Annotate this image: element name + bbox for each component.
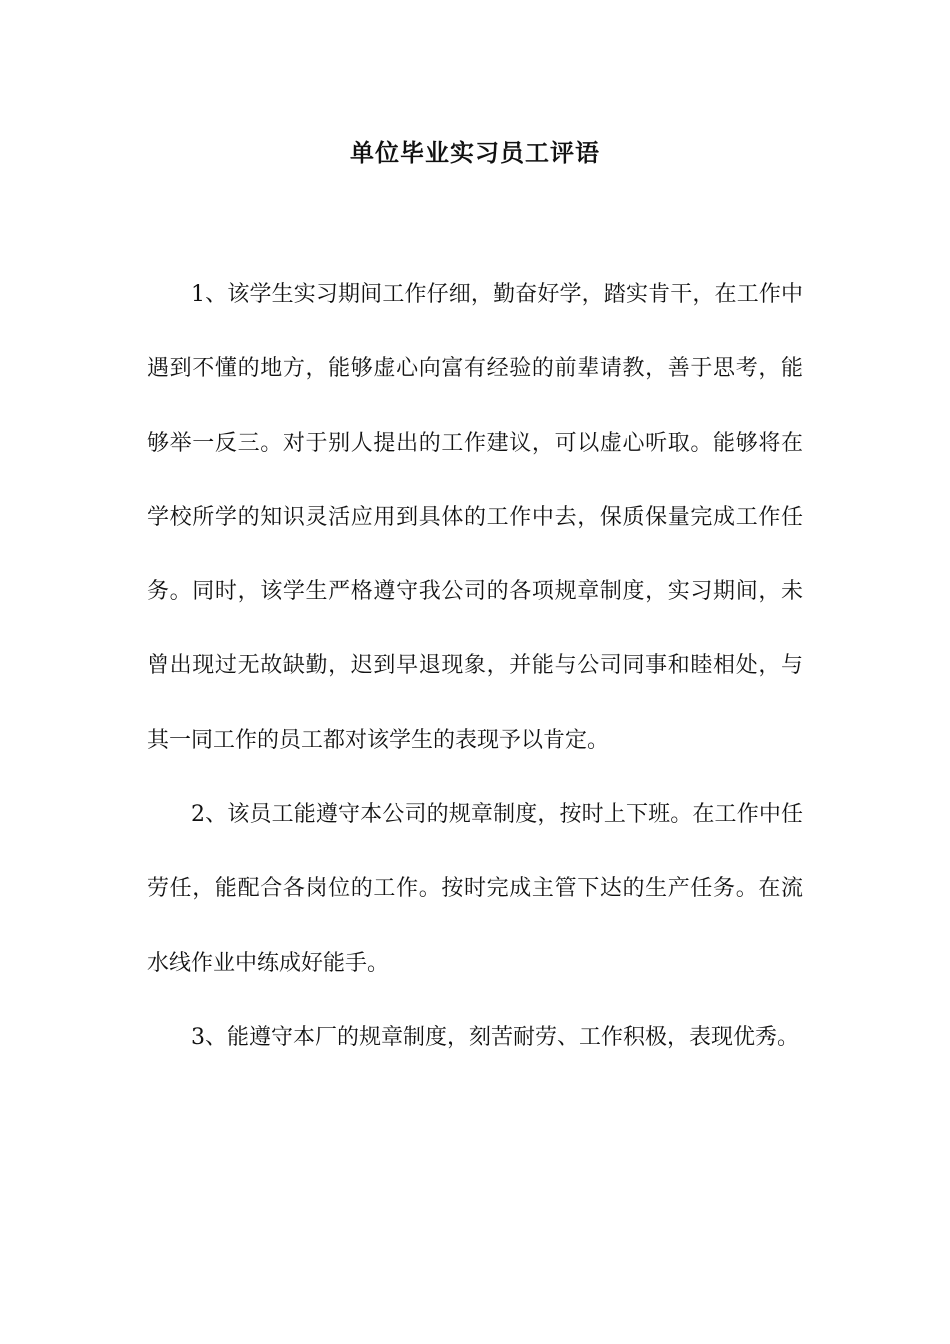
paragraph-3: 3、能遵守本厂的规章制度，刻苦耐劳、工作积极，表现优秀。 bbox=[191, 1024, 799, 1050]
document-title: 单位毕业实习员工评语 bbox=[350, 138, 600, 167]
paragraph-1: 1、该学生实习期间工作仔细，勤奋好学，踏实肯干，在工作中遇到不懂的地方，能够虚心向富有经验的前辈请教，善于思考，能够举一反三。对于别人提出的工作建议，可以虚心听取。能够将在学校所学的知识灵活应用到具体的工作中去，保质保量完成工作任务。同时，该学生严格遵守我公司的各项规章制度，实习期间，未曾出现过无故缺勤，迟到早退现象，并能与公司同事和睦相处，与其一同工作的员工都对该学生的表现予以肯定。 bbox=[147, 282, 803, 753]
paragraph-2: 2、该员工能遵守本公司的规章制度，按时上下班。在工作中任劳任，能配合各岗位的工作。按时完成主管下达的生产任务。在流水线作业中练成好能手。 bbox=[147, 802, 803, 976]
document-body bbox=[147, 258, 803, 1075]
